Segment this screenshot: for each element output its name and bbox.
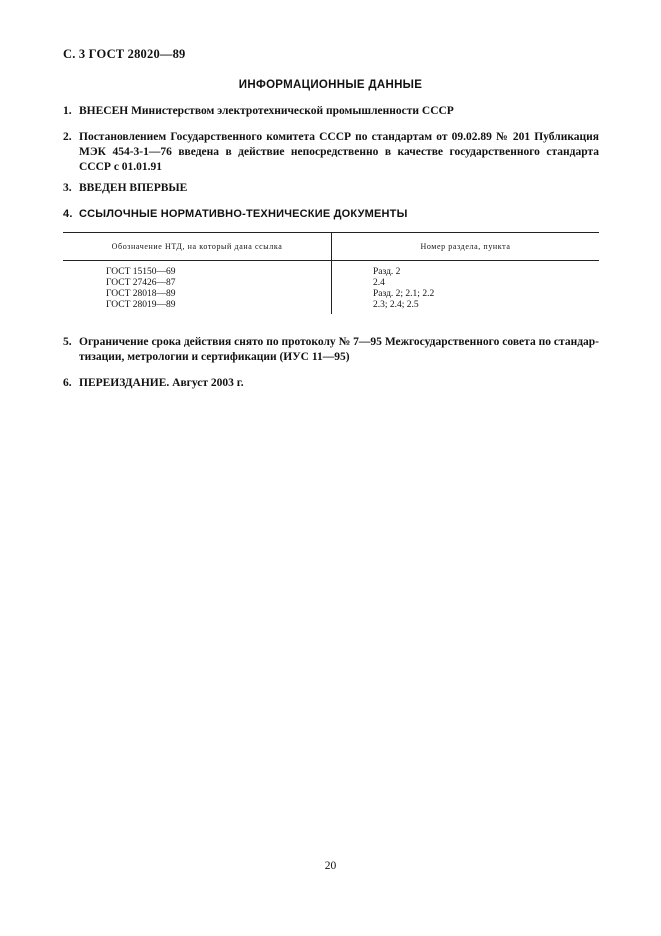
item-text: Ограничение срока действия снято по протоколу № 7—95 Межгосударственного совета по стандар-тизации, метрологии и сертификации (ИУС 11—95) (79, 336, 599, 363)
page-number: 20 (324, 860, 337, 872)
item-text: ВНЕСЕН Министерством электротехнической промышленности СССР (79, 105, 454, 117)
item-text: ССЫЛОЧНЫЕ НОРМАТИВНО-ТЕХНИЧЕСКИЕ ДОКУМЕНТЫ (79, 208, 408, 220)
table-cell-section: Разд. 2; 2.1; 2.2 (373, 289, 435, 299)
item-text: ВВЕДЕН ВПЕРВЫЕ (79, 182, 188, 194)
table-cell-document: ГОСТ 28019—89 (63, 300, 332, 314)
info-item-3 (63, 181, 599, 196)
item-number: 5. (63, 336, 72, 348)
item-number: 6. (63, 377, 72, 389)
table-cell-document: ГОСТ 15150—69 (63, 261, 332, 279)
table-row (63, 278, 599, 289)
table-cell-document: ГОСТ 28018—89 (63, 289, 332, 300)
table-row (63, 289, 599, 300)
item-text: ПЕРЕИЗДАНИЕ. Август 2003 г. (79, 377, 244, 389)
column-header-section: Номер раздела, пункта (332, 233, 600, 261)
info-item-4 (63, 207, 599, 222)
table-row (63, 300, 599, 314)
item-text: Постановлением Государственного комитета СССР по стандартам от 09.02.89 № 201 Публикация МЭК 454-3-1—76 введена в действие непосредственно в качестве государственного стандарта СССР с 01.01.91 (79, 131, 599, 173)
column-header-document: Обозначение НТД, на который дана ссылка (63, 233, 332, 261)
info-item-6 (63, 376, 599, 391)
item-number: 3. (63, 182, 72, 194)
table-header-row (63, 233, 599, 261)
reference-documents-table (63, 232, 599, 314)
table-cell-document: ГОСТ 27426—87 (63, 278, 332, 289)
info-item-2 (63, 130, 599, 175)
item-number: 2. (63, 131, 72, 143)
item-number: 1. (63, 105, 72, 117)
info-item-1 (63, 104, 599, 119)
item-number: 4. (63, 208, 73, 220)
table-cell-section: Разд. 2 (373, 267, 401, 277)
table-cell-section: 2.4 (373, 278, 385, 288)
table-cell-section: 2.3; 2.4; 2.5 (373, 300, 419, 310)
section-title: ИНФОРМАЦИОННЫЕ ДАННЫЕ (238, 79, 423, 91)
info-item-5 (63, 335, 599, 365)
table-row (63, 261, 599, 279)
page-header: С. 3 ГОСТ 28020—89 (63, 47, 186, 61)
